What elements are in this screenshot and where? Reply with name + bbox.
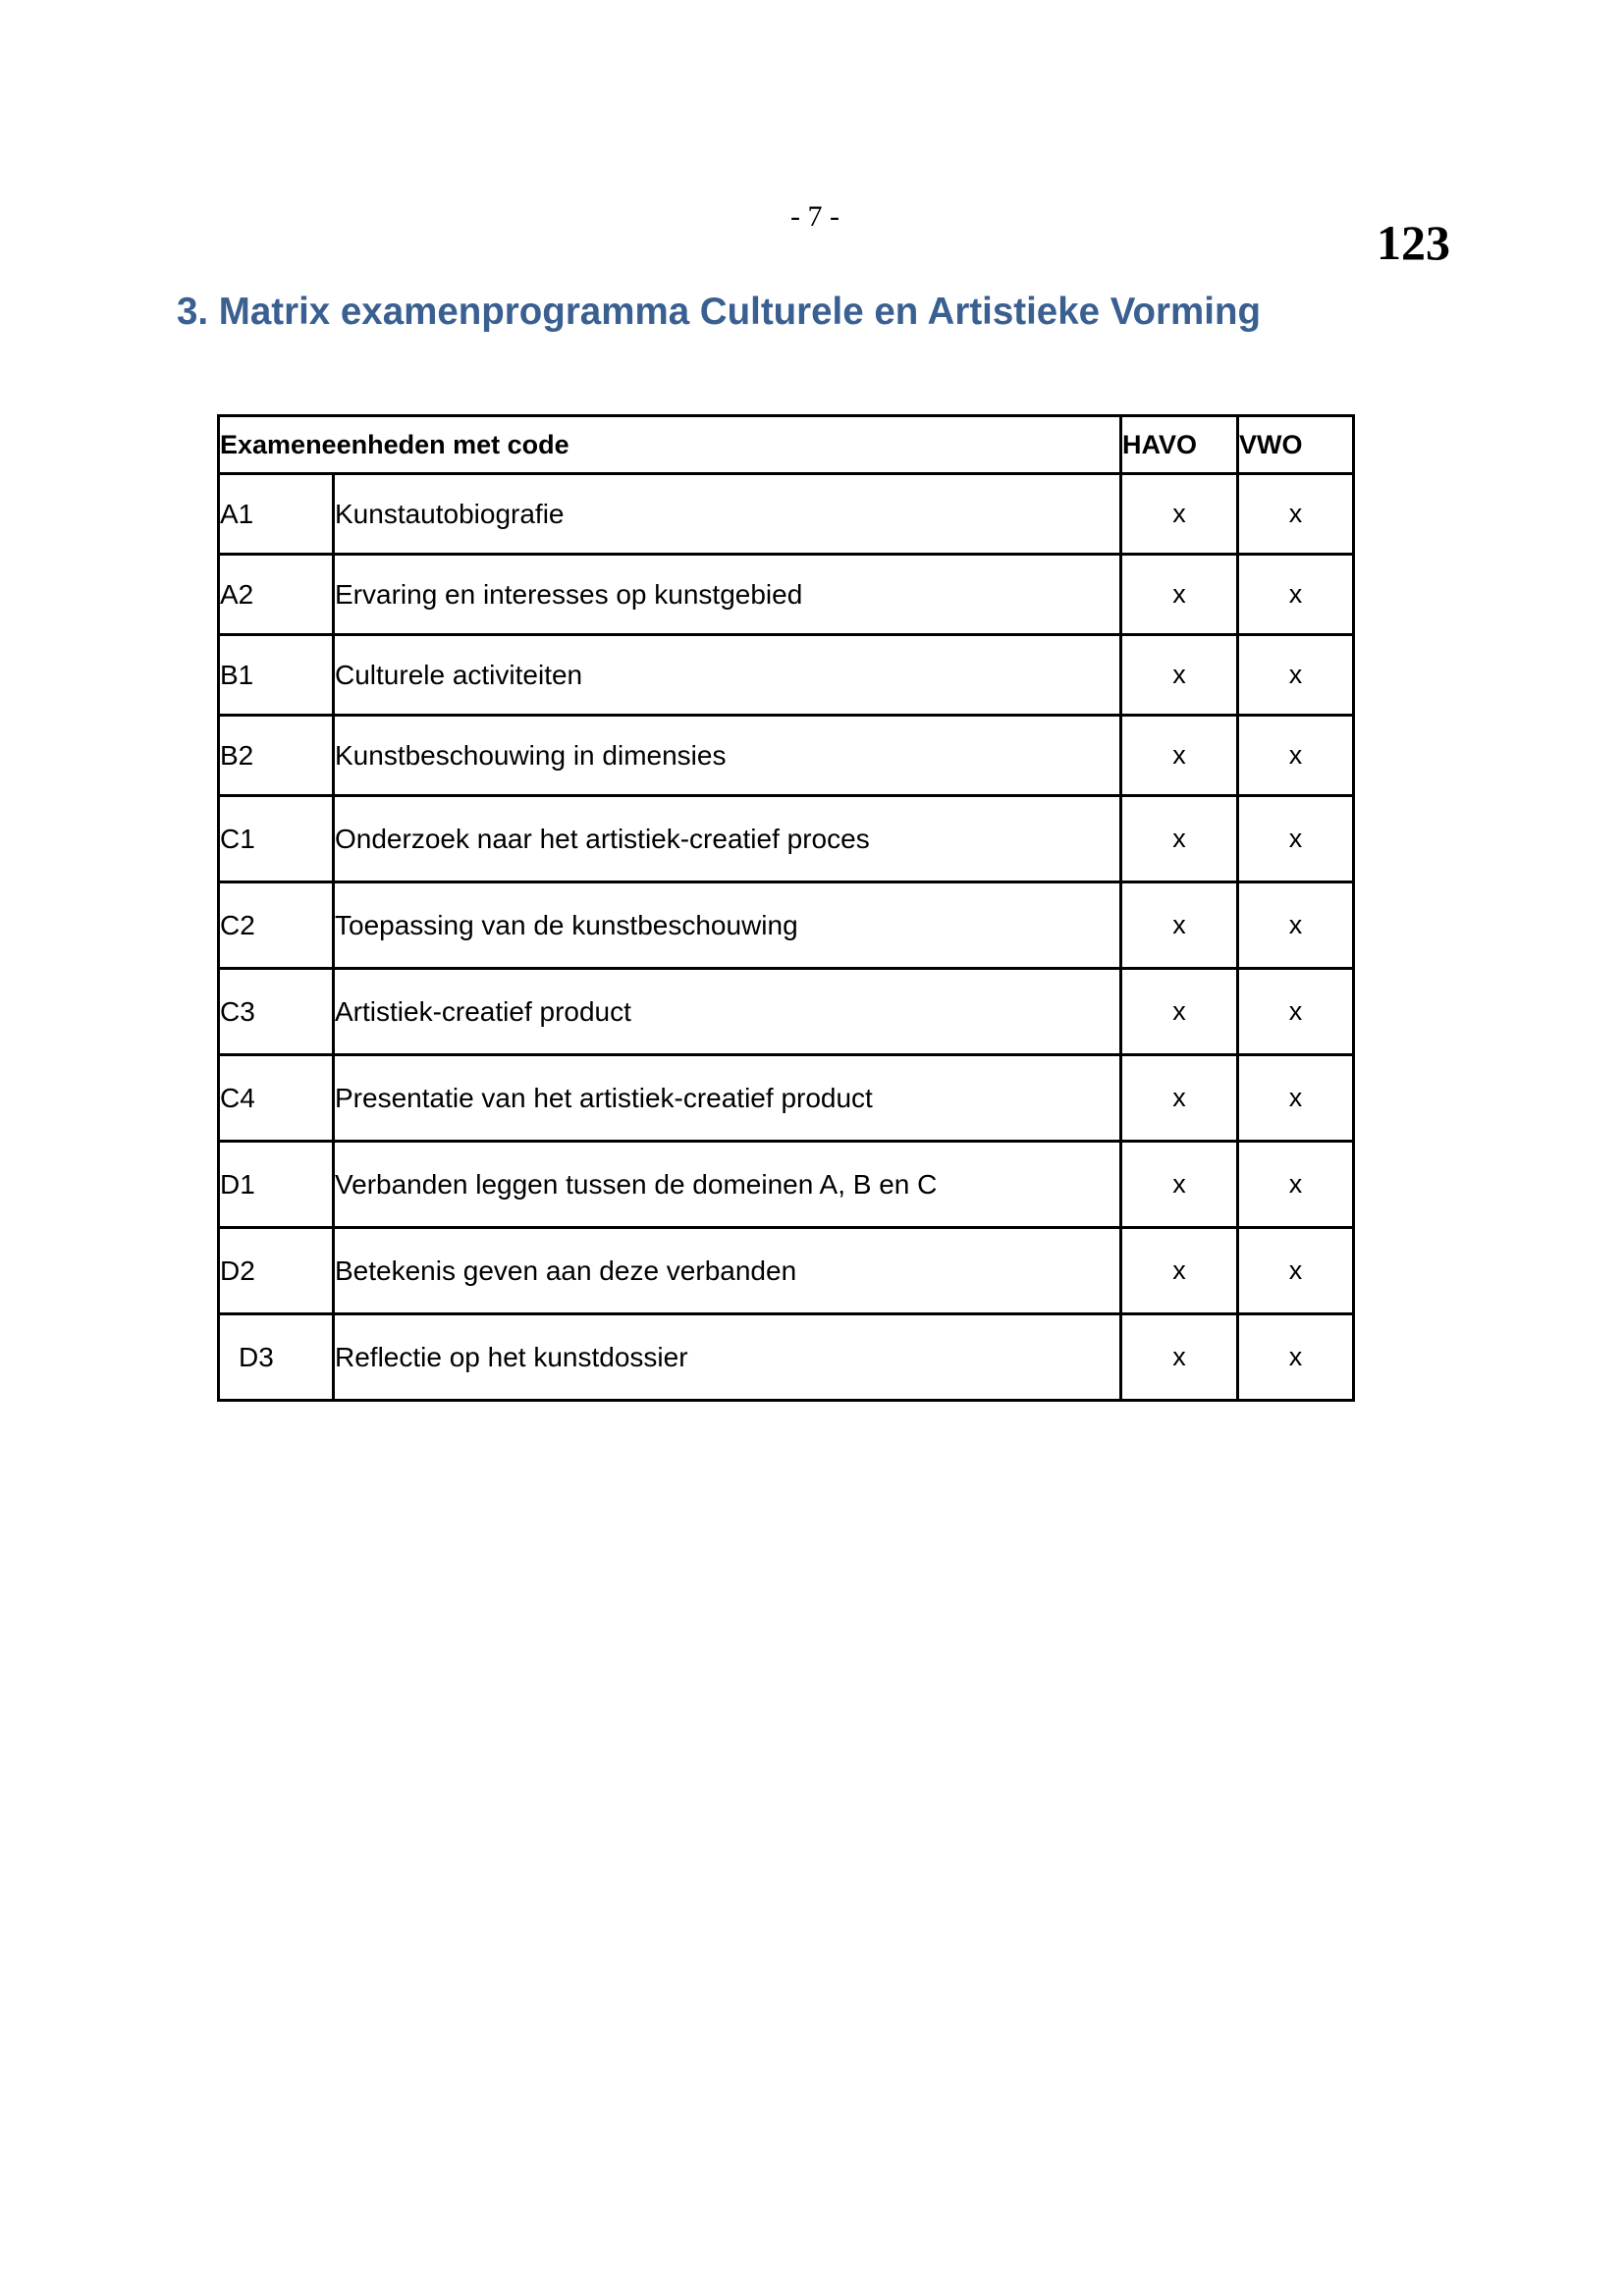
unit-description: Kunstautobiografie <box>334 474 1121 555</box>
unit-code: C1 <box>219 796 334 882</box>
table-row <box>219 1142 1354 1228</box>
table-row <box>219 796 1354 882</box>
header-vwo: VWO <box>1238 416 1354 474</box>
unit-code: C2 <box>219 882 334 969</box>
vwo-mark: x <box>1238 1228 1354 1314</box>
unit-code: D1 <box>219 1142 334 1228</box>
unit-description: Onderzoek naar het artistiek-creatief proces <box>334 796 1121 882</box>
table-row <box>219 882 1354 969</box>
vwo-mark: x <box>1238 882 1354 969</box>
unit-code: C4 <box>219 1055 334 1142</box>
vwo-mark: x <box>1238 474 1354 555</box>
header-exam-units: Exameneenheden met code <box>219 416 1121 474</box>
unit-code: B2 <box>219 716 334 796</box>
table-row <box>219 635 1354 716</box>
vwo-mark: x <box>1238 1142 1354 1228</box>
page-number: - 7 - <box>790 200 839 233</box>
unit-description: Ervaring en interesses op kunstgebied <box>334 555 1121 635</box>
unit-description: Toepassing van de kunstbeschouwing <box>334 882 1121 969</box>
table-row <box>219 716 1354 796</box>
table-row <box>219 555 1354 635</box>
unit-code: A2 <box>219 555 334 635</box>
section-title: 3. Matrix examenprogramma Culturele en Artistieke Vorming <box>177 291 1261 333</box>
havo-mark: x <box>1121 716 1238 796</box>
table-row <box>219 1314 1354 1401</box>
unit-description: Betekenis geven aan deze verbanden <box>334 1228 1121 1314</box>
unit-code: C3 <box>219 969 334 1055</box>
table-row <box>219 1055 1354 1142</box>
unit-description: Verbanden leggen tussen de domeinen A, B en C <box>334 1142 1121 1228</box>
vwo-mark: x <box>1238 796 1354 882</box>
havo-mark: x <box>1121 1314 1238 1401</box>
vwo-mark: x <box>1238 969 1354 1055</box>
unit-code: D2 <box>219 1228 334 1314</box>
table-row <box>219 969 1354 1055</box>
table-row <box>219 1228 1354 1314</box>
unit-code: D3 <box>219 1314 334 1401</box>
vwo-mark: x <box>1238 1314 1354 1401</box>
table-header-row <box>219 416 1354 474</box>
vwo-mark: x <box>1238 635 1354 716</box>
havo-mark: x <box>1121 555 1238 635</box>
vwo-mark: x <box>1238 1055 1354 1142</box>
havo-mark: x <box>1121 635 1238 716</box>
unit-description: Presentatie van het artistiek-creatief product <box>334 1055 1121 1142</box>
header-havo: HAVO <box>1121 416 1238 474</box>
exam-matrix-table <box>217 414 1355 1402</box>
havo-mark: x <box>1121 882 1238 969</box>
unit-description: Kunstbeschouwing in dimensies <box>334 716 1121 796</box>
unit-code: A1 <box>219 474 334 555</box>
unit-description: Reflectie op het kunstdossier <box>334 1314 1121 1401</box>
unit-description: Culturele activiteiten <box>334 635 1121 716</box>
havo-mark: x <box>1121 796 1238 882</box>
unit-code: B1 <box>219 635 334 716</box>
document-number: 123 <box>1377 215 1450 270</box>
unit-description: Artistiek-creatief product <box>334 969 1121 1055</box>
havo-mark: x <box>1121 1142 1238 1228</box>
vwo-mark: x <box>1238 716 1354 796</box>
vwo-mark: x <box>1238 555 1354 635</box>
havo-mark: x <box>1121 1228 1238 1314</box>
havo-mark: x <box>1121 474 1238 555</box>
havo-mark: x <box>1121 969 1238 1055</box>
table-row <box>219 474 1354 555</box>
havo-mark: x <box>1121 1055 1238 1142</box>
